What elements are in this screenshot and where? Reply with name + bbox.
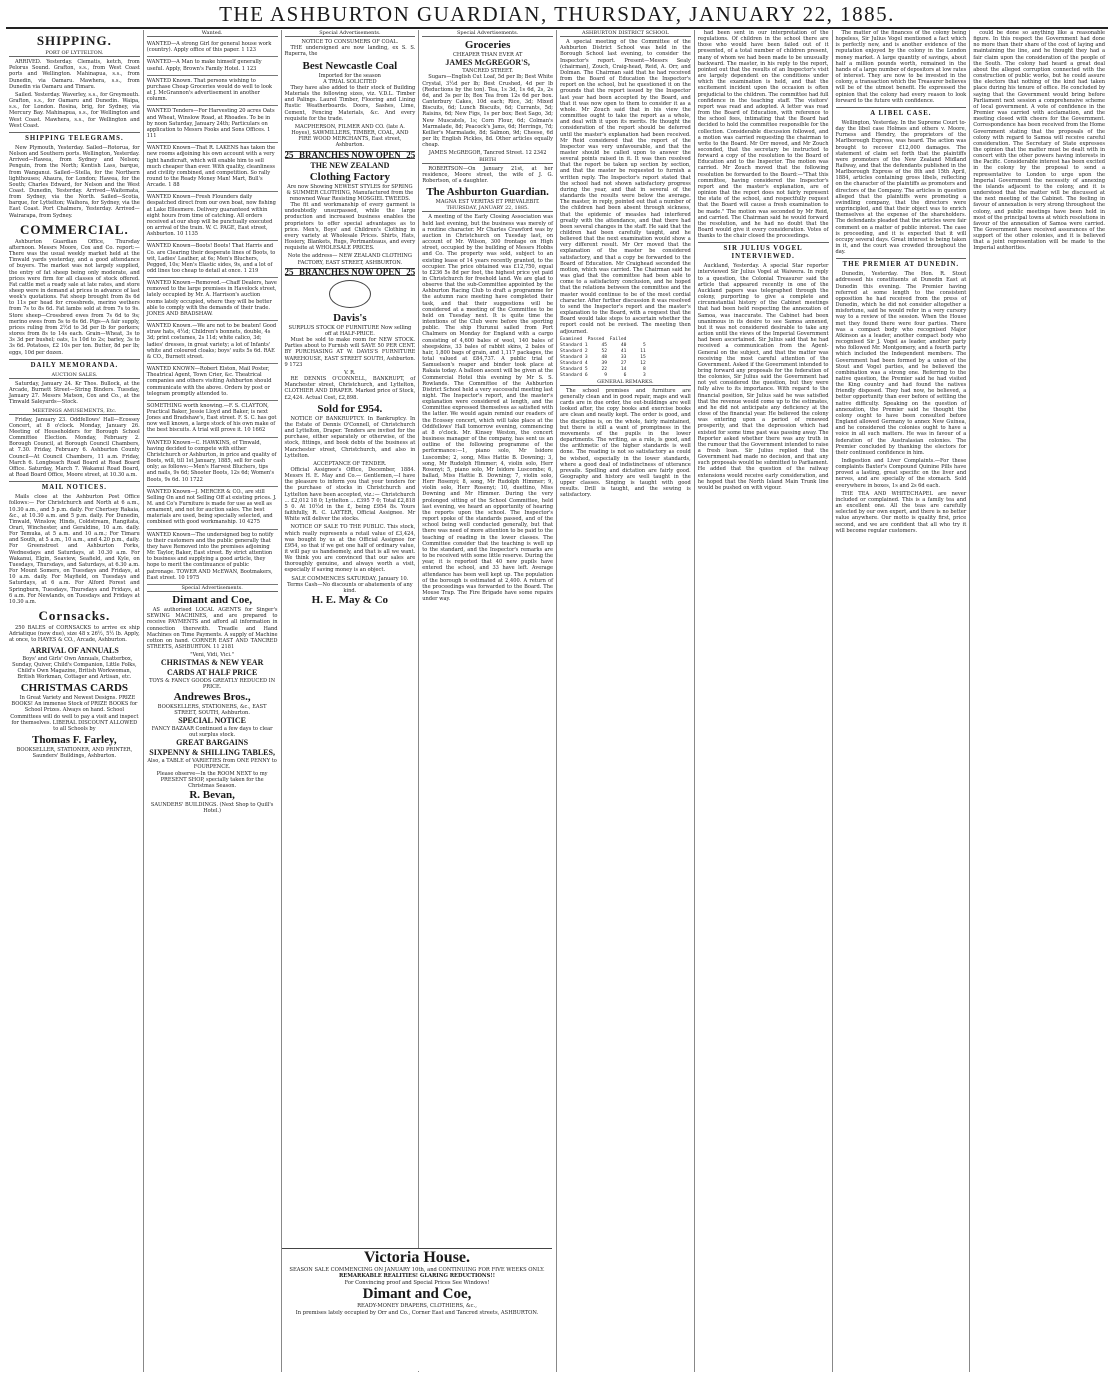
column-8 bbox=[970, 30, 1108, 1372]
season-sale: SEASON SALE COMMENCING ON JANUARY 10th, and CONTINUING FOR FIVE WEEKS ONLY. bbox=[289, 1267, 545, 1273]
arrival-heading: ARRIVAL OF ANNUALS bbox=[29, 645, 119, 655]
wanted-ad: WANTED Known—Removed.—Chaff Dealers, have removed to the large premises in Havelock street, lately occupied by Mr. A. Harrison's auction rooms lately occupied, where they will be better able to comply with the demands of their trade. JONES AND BRADSHAW. bbox=[147, 278, 278, 321]
wanted-ad: WANTED—A strong Girl for general house work (country). Apply office of this paper. 1 123 bbox=[147, 39, 278, 57]
vogel-text: Auckland, Yesterday. A special Star reporter interviewed Sir Julius Vogel at Waiwera. In reply to a question, the Colonial Treasurer said the article that appeared recently in one of the Auckland papers was telegraphed through the colony, purporting to give a complete and circumstantial history of the Cabinet meetings that had been held respecting the annexation of Samoa, was inaccurate. The Cabinet had been unanimous in its desire to see Samoa annexed, but it was not considered desirable to take any action until the views of the Imperial Government had been ascertained. Sir Julius said that he had received a communication from the Agent-General on the subject, and that the matter was receiving the most careful attention of the Government. Asked if the Government intended to bring forward any proposals for the federation of the colonies, Sir Julius said the Government had not yet considered the question, but they were fully alive to its importance. With regard to the financial position, Sir Julius said he was satisfied that the revenue would come up to the estimates, and he did not anticipate any deficiency at the close of the financial year. He believed the colony was entering upon a period of renewed prosperity, and that the depression which had existed for some time past was passing away. The Reporter asked whether there was any truth in the rumour that the Government intended to raise a fresh loan. Sir Julius replied that the Government had made no decision, and that any such proposals would be submitted to Parliament. He added that the question of the railway extensions would receive early consideration, and he hoped that the North Island Main Trunk line would be pushed on with vigour. bbox=[697, 263, 829, 491]
indigestion-text: Indigestion and Liver Complaints.—For these complaints Baxter's Compound Quinine Pills have proved a lasting, great specific on the liver and nerves, and are specially of the stomach. Sold everywhere in boxes, 1s and 2s 6d each. bbox=[835, 458, 967, 489]
cornsacks-text: 250 BALES of CORNSACKS to arrive ex ship Adriatique (now due), size 48 x 26½, 5½ lb. Apply, at once, to HAYES & CO., Arcade, Ashburton. bbox=[9, 625, 140, 644]
wanted-ad: WANTED—A Man to make himself generally useful. Apply, Brown's Family Hotel. 1 123 bbox=[147, 57, 278, 75]
column-5 bbox=[557, 30, 695, 1372]
dimant-coe-drapers-address: In premises lately occupied by Orr and Co., Corner East and Tancred streets, ASHBURTON. bbox=[295, 1309, 539, 1316]
commercial-heading: COMMERCIAL. bbox=[19, 221, 129, 237]
farley-name: Thomas F. Farley, bbox=[32, 734, 117, 747]
terms: Terms Cash—No discounts or abatements of any kind. bbox=[287, 581, 413, 594]
editorial-text: A meeting of the Early Closing Association was held last evening, but the business was merely of a routine character. Mr Charles Crawford was by auction in Christchurch on Tuesday last, on account of Mr. Wilson, 300 frontage on High street, occupied by the building of Messrs Hobbs and Co. The property was sold, subject to an existing lease of 14 years recently granted, to the occupier. The price obtained was £12,750, equal to £236 5s 8d per foot, the highest price yet paid in Christchurch for freehold land. We are glad to observe that the sub-Committee appointed by the Ashburton Racing Club to draft a programme for the autumn race meeting have completed their task, and that their suggestions will be considered at a meeting of the Committee to be held on Tuesday next. It is quite time the intentions of the Club were before the sporting public. The ship Hurunui sailed from Port Chalmers on Monday for England with a cargo consisting of 4,600 bales of wool, 140 bales of sheepskins, 33 bales of rabbit skins, 2 bales of hair, 1,800 bags of grain, and 1,117 packages, the total valued at £84,737. A public trial of Samuelson's reaper and binder took place at Rakaia today. A balloon ascent will be given at the Commercial Hotel this evening by Mr S. S. Rowlands. The Committee of the Ashburton District School held a very successful meeting last night. The Inspector's report, and the master's explanation were considered at length, and the Committee expressed themselves as satisfied with the latter. We would again remind our readers of the Ecossey concert, which will take place at the Oddfellows' Hall tomorrow evening, commencing at 8 o'clock. Mr. Kinsey Weston, the concert business manager of the company, has sent us an outline of the following programme of the performance:—1, piano solo, Mr Isidore Luscombe; 2, song, Miss Hattie B. Downing; 3, song, Mr Rudolph Himmer; 4, violin solo, Herr Rosenyi; 5, piano solo, Mr Isidore Luscombe; 6, ballad, Miss Hattie B. Downing; 7, violin solo, Herr Rosenyi; 8, song, Mr Rudolph Himmer; 9, violin solo, Herr Rosenyi; 10, duettino, Miss Downing and Mr Himmer. During the very prolonged sitting of the School Committee, held last evening, we heard an opportunity of hearing the reports upon the school. The Inspector's report spoke of the standards passed, and of the school being well conducted generally, but that there was need of more attention to be paid to the teaching of reading in the lower classes. The Committee consider that the teaching is well up to the standard, and the Inspector's remarks are to be received with some little reserve. During the year, it is reported that 40 new pupils have entered the school, and 33 have left. Average attendance has been well kept up. The population of the borough is estimated at 2,400. A return of the proceedings was forwarded to the Board. The Mouse Trap. The Fire Brigade have some repairs under way. bbox=[422, 214, 553, 603]
nz-title: THE NEW ZEALAND bbox=[310, 160, 390, 170]
sixpenny-tables: SIXPENNY & SHILLING TABLES, bbox=[149, 748, 275, 758]
wanted-ad: WANTED Known.—We are not to be beaten! Good straw hats, 4½d; Children's bonnets, double, 4s 3d; print costumes, 2s 11d; white calico, 3d; ladies' dresses, in great variety; a lot of Infants' white and coloured cloaks; boys' suits 5s 6d. RAE & CO., Burnett street. bbox=[147, 321, 278, 364]
column-8-text: could be done so anything like a reasonable figure. In this respect the Government had done no more than their share of the cost of laying and maintaining the line, and he thought they had a fair claim upon the consideration of the people of the South. The colony had heard a great deal about the alleged corruption connected with the construction of public works, but he could assure the electors that nothing of the kind had taken place during his tenure of office. He concluded by saying that the Government would bring before Parliament next session a comprehensive scheme of local government. A vote of confidence in the Premier was carried with acclamation, and the meeting closed with cheers for the Government. Correspondence has been received from the Home Government stating that the proposals of the colony with regard to Samoa will receive careful consideration. The Secretary of State expresses the opinion that the matter must be dealt with in concert with the other powers having interests in the Pacific. Considerable interest has been excited in the colony by the proposal to send a representative to London to urge upon the Imperial Government the necessity of annexing the islands adjacent to the colony, and it is understood that the matter will be discussed at the next meeting of the Cabinet. The feeling in favour of annexation is very strong throughout the colony, and public meetings have been held in most of the principal towns at which resolutions in favour of the annexation of Samoa were carried. The Government have received assurances of the support of the other colonies, and it is believed that a joint representation will be made to the Imperial authorities. bbox=[973, 30, 1105, 252]
column-7 bbox=[833, 30, 971, 1372]
arrived-text: ARRIVED. Yesterday. Clematis, ketch, from Pelorus Sound. Grafton, s.s., from West Coast ports and Wellington. Mahinapua, s.s., from Dunedin, via Oamaru. Mawhera, s.s., from Dunedin via Oamaru and Timaru. bbox=[9, 59, 140, 90]
auction-text: Saturday, January 24. Kr Thos. Bullock, at the Arcade, Burnett Street—String Binders. Tuesday, January 27. Messrs Matson, Cox and Co., at the Tinwald Saleyards—Stock. bbox=[9, 380, 140, 406]
branches-label: BRANCHES NOW OPEN bbox=[298, 266, 401, 277]
oconnell-text: RE DENNIS O'CONNELL, BANKRUPT, of Manchester street, Christchurch, and Lyttelton, CLOTHIER AND DRAPER. Marked price of Stock, £2,424. Actual Cost, £2,898. bbox=[284, 376, 416, 401]
nz-address: Note the address— NEW ZEALAND CLOTHING FACTORY, EAST STREET, ASHBURTON. bbox=[287, 253, 412, 266]
dimant-coe-text: AS authorised LOCAL AGENTS for Singer's SEWING MACHINES, and are prepared to receive PAYMENTS and afford all information in connection therewith. Treadle and Hand Machines on Time Payments. A supply of Machine cotton on hand. CORNER EAST AND TANCRED STREETS, ASHBURTON. 11 2181 bbox=[146, 607, 278, 650]
dateline: THURSDAY, JANUARY 22, 1885. bbox=[422, 205, 553, 212]
port-subheading: PORT OF LYTTELTON. bbox=[9, 50, 140, 57]
memoranda-heading: DAILY MEMORANDA. bbox=[9, 359, 140, 370]
remarks-heading: GENERAL REMARKS. bbox=[560, 379, 691, 386]
wanted-ad: WANTED Known. That persons wishing to purchase Cheap Groceries would do well to look at J. McGrannon's advertisement in another column. bbox=[147, 76, 278, 107]
nz-text: The fit and workmanship of every garment is undoubtedly unsurpassed, while the large production and increased business enables the proprietors to offer special advantages as to price. Men's, Boys' and Children's Clothing in every variety at Wholesale Prices. Shirts, Hats, Hosiery, Blankets, Rugs, Portmanteaus, and every requisite at WHOLESALE PRICES. bbox=[284, 202, 416, 252]
table-row: Standard 3 48 33 15 bbox=[560, 354, 646, 360]
remarks-text: The school premises and furniture are generally clean and in good repair, maps and wall cards are in due order, the out-buildings are well looked after, the copy books and exercise books are clean and neatly kept. The order is good, and the discipline is, on the whole, fairly maintained, but there is still a want of promptness in the movements of the pupils in the lower departments. The writing, as a rule, is good, and the arithmetic of the higher standards is well done. The reading is not so satisfactory as could be wished, especially in the lower standards, where a good deal of indistinctness of utterance prevails. Spelling and dictation are fairly good. Geography and history are well taught in the upper classes. Singing is taught with good results. Drill is taught, and the sewing is satisfactory. bbox=[560, 387, 691, 499]
andrewes-bros-sub: BOOKSELLERS, STATIONERS, &c., EAST STREET, SOUTH, Ashburton. bbox=[157, 703, 267, 716]
branches-count-left: 25 bbox=[284, 266, 294, 277]
coal-import: Imported for the season bbox=[318, 72, 381, 79]
vogel-heading: SIR JULIUS VOGEL INTERVIEWED. bbox=[698, 242, 829, 261]
column-3 bbox=[282, 30, 420, 1372]
veni-vidi-vici: "Veni, Vidi, Vici." bbox=[190, 652, 234, 659]
table-row: Standard 6 9 6 3 bbox=[560, 372, 646, 378]
branches-banner bbox=[285, 151, 416, 159]
davis-title: Davis's bbox=[333, 311, 367, 324]
wanted-ad: SOMETHING worth knowing.—F. S. CLAYTON, Practical Baker, Jessie Lloyd and Baker, is next Jones and Bradshaw's, East street. F. S. C. has got now well known, a large stock of his own make of the best biscuits. A trial will prove it. 10 1662 bbox=[147, 401, 278, 438]
christmas-cards-text: In Great Variety and Newest Designs. PRIZE BOOKS! An immense Stock of PRIZE BOOKS for School Prizes. Always on hand. School Committees will do well to pay a visit and inspect for themselves. LIBERAL DISCOUNT ALLOWED to all Schools by bbox=[10, 695, 139, 732]
meetings-text: Friday, January 23. Oddfellows' Hall—Ecossey Concert, at 8 o'clock. Monday, January 26. Meeting of Householders for Borough School Committee Election. Monday, February 2. Borough Council, at Borough Council Chambers, at 7.30. Friday, February 6. Ashburton County Council—At Council Chambers, 11 a.m. Friday, March 6. Longbeach Road Board at Road Board Office. Saturday, March 7. Wakanui Road Board, at Road Board Office, Moore street, at 10.30 a.m. bbox=[9, 416, 140, 479]
special-notice: SPECIAL NOTICE bbox=[178, 715, 247, 725]
sale-text: NOTICE OF SALE TO THE PUBLIC. This stock, which really represents a retail value of £3,424, was bought by us at the Official Assignee for £954, so that if we get one half of ordinary value, it will pay us handsomely, and that is all we want. We think you are convinced that our sales are thoroughly genuine, and always worth a visit, especially if saving money is an object. bbox=[284, 524, 416, 574]
nz-sub: Are now Showing NEWEST STYLES for SPRING & SUMMER CLOTHING, Manufactured from the renowned Wear Resisting MOSGIEL TWEEDS. bbox=[286, 183, 414, 202]
special-ads-heading: Special Advertisements. bbox=[422, 30, 553, 37]
wanted-ad: WANTED KNOWN—Robert Elston, Mail Poster, Theatrical Agent, Town Crier, &c. Theatrical companies and others visiting Ashburton should communicate with the above. Orders by post or telegram promptly attended to. bbox=[147, 364, 278, 401]
davis-sub: SURPLUS STOCK OF FURNITURE Now selling off at HALF-PRICE. bbox=[288, 324, 412, 337]
telegrams-heading: SHIPPING TELEGRAMS. bbox=[9, 132, 140, 143]
sailed-text: Sailed. Yesterday. Waverley, s.s., for Greymouth. Grafton, s.s., for Oamaru and Dunedin. Waipa, s.s., for London. Rosina, brig, for Sydney, via Mercury Bay. Mahinapua, s.s., for Wellington and West Coast. Mawhera, s.s., for Wellington and West Coast. bbox=[9, 91, 140, 129]
grocery-list: Sugars—English Cut Loaf, 5d per lb; Best White Crystal, 3½d per lb; Best Crushed, 4d per lb (Reductions by the ton). Tea, 1s 3d, 1s 6d, 2s, 2s 6d, and 3s per lb; Box Tea from 12s 6d per box. Canterbury Cakes, 10d each; Rice, 3d; Mixed Biscuits, 6d; Lunch Biscuits, 6d; Currants, 5d; Raisins, 6d; New Figs, 1s per box; Best Sago, 3d; New Muscatels, 1s; Corn Flour, 6d; Colman's Marmalade, 8d; Peacock's Jams, 6d; Herrings, 7d; Keiller's Marmalade, 8d; Salmon, 9d; Cheese, 6d per lb; English Pickles, 8d. Other articles equally cheap. bbox=[422, 74, 553, 149]
best-newcastle-coal: Best Newcastle Coal bbox=[302, 59, 398, 72]
tea-text: THE TEA AND WHITECHAPEL are never included or complained. This is a family tea and an excellent one. All the teas are carefully selected by our own expert, and there is no better value anywhere. Our motto is quality first, price second, and we are confident that all who try it will become regular customers. bbox=[835, 490, 967, 534]
table-row: Standard 5 22 14 8 bbox=[560, 366, 646, 372]
column-1 bbox=[6, 30, 144, 1372]
christmas-new-year-cards: CHRISTMAS & NEW YEAR CARDS AT HALF PRICE bbox=[160, 658, 264, 678]
cheaper-than-ever: CHEAPER THAN EVER AT bbox=[452, 52, 523, 59]
christmas-cards-heading: CHRISTMAS CARDS bbox=[20, 682, 129, 695]
special-ads-heading: Special Advertisements. bbox=[285, 30, 416, 37]
branches-count-right: 25 bbox=[406, 149, 416, 160]
libel-text: Wellington, Yesterday. In the Supreme Court to-day the libel case Holmes and others v. Moore, Furness and Hendry, the proprietors of the Marlborough Express, was heard. The action was brought to recover £12,000 damages. The statement of claim set forth that the plaintiffs were promoters of the New Zealand Midland Railway, and that the defendants published in the Marlborough Express of the 8th and 15th April, 1884, articles containing gross libels, reflecting on the character of the plaintiffs as promoters and directors of the Company. The articles in question alleged that the plaintiffs were promoting a swindling company, that the directors were unprincipled, and that their object was to enrich themselves at the expense of the shareholders. The defendants pleaded that the articles were fair comment on a matter of public interest. The case is proceeding, and it is expected that it will occupy several days. Great interest is being taken in it, and the court was crowded throughout the day. bbox=[835, 119, 967, 256]
furniture-illustration bbox=[329, 280, 371, 308]
table-row: Standard 4 39 27 12 bbox=[560, 360, 646, 366]
shipping-heading: SHIPPING. bbox=[36, 33, 112, 48]
victoria-house-title: Victoria House. bbox=[363, 1249, 471, 1266]
sale-commences: SALE COMMENCES SATURDAY, January 10. bbox=[291, 575, 409, 582]
telegrams-text: New Plymouth, Yesterday. Sailed—Rotorua, for Nelson and Southern ports. Wellington, Yesterday. Arrived—Hawea, from Sydney and Nelson; Penguin, from the North; Kentish Lass, barque, from Wanganui. Sailed—Stella, for the Northern lighthouses; Ahaura, for London; Hawea, for the South; Charles Edward, for Nelson and the West Coast. Dunedin, Yesterday. Arrived—Waitemata, from Sydney, via the North. Sailed—Scotia, barque, for Lyttelton; Waihora, for Sydney, via the East Coast. Port Chalmers, Yesterday. Arrived—Wairarapa, from Sydney. bbox=[9, 144, 140, 219]
convincing-proof: For Convincing proof and Special Prices See Windows! bbox=[344, 1279, 490, 1286]
finance-text: The matter of the finances of the colony being hopeless, Sir Julius Vogel mentioned a fact which is perfectly new, and is another evidence of the reputation enjoyed by the colony in the London money market. A large quantity of savings, about half a million pounds worth, remained in the hands of a large number of depositors at low rates of interest. They are now to be invested in the colony, a transaction which the Treasurer believes will be of the utmost benefit. He expressed the opinion that the colony had every reason to look forward to the future with confidence. bbox=[835, 30, 967, 104]
wanted-ad: WANTED Known—The undersigned beg to notify to their customers and the public generally that they have Removed into the premises adjoining Mr. Taylor, Baker, East street. By strict attention to business and supplying a good article, they hope to merit the continuance of public patronage. TOWER AND McEWAN, Bootmakers, East street. 10 1975 bbox=[147, 530, 278, 585]
newspaper-page bbox=[6, 30, 1108, 1372]
branches-label: BRANCHES NOW OPEN bbox=[298, 149, 401, 160]
branches-count-right: 25 bbox=[406, 266, 416, 277]
clothing-factory: Clothing Factory bbox=[309, 170, 391, 183]
column-4 bbox=[419, 30, 557, 1372]
mcgregor-sign: JAMES McGREGOR, Tancred Street. 12 2342 bbox=[428, 150, 547, 157]
groceries-title: Groceries bbox=[464, 39, 511, 52]
fancy-bazaar: FANCY BAZAAR Continued a few days to clear out surplus stock. bbox=[151, 725, 273, 739]
wanted-ad: WANTED Known—Fresh Flounders daily despatched direct from our own boat, now fishing at Lake Ellesmere. Delivery guaranteed within eight hours from time of catching. All orders received at our shop will be punctually executed on arrival of the train. W. C. PAGE, East street, Ashburton. 10 1135 bbox=[147, 192, 278, 241]
wanted-ad: WANTED Known—That R. LAKENS has taken the new rooms adjoining his own account with a very light handicraft, which will enable him to sell much cheaper than ever. With quality, cleanliness and civility combined, and competition. So rally round to the Ready Money Man! Mart, Bull's Arcade. 1 88 bbox=[147, 143, 278, 192]
wanted-heading: Wanted. bbox=[147, 30, 278, 37]
table-row: Standard 2 52 41 11 bbox=[560, 348, 646, 354]
branches-count-left: 25 bbox=[284, 149, 294, 160]
table-row: Standard 1 45 40 5 bbox=[560, 342, 646, 348]
vr-mark: V. R. bbox=[344, 369, 356, 376]
dimant-coe-name: Dimant and Coe, bbox=[172, 594, 252, 607]
trial-solicited: A TRIAL SOLICITED bbox=[323, 78, 377, 85]
coal-notice: NOTICE TO CONSUMERS OF COAL. bbox=[301, 39, 399, 46]
farley-sub: BOOKSELLER, STATIONER, AND PRINTER, Saunders' Buildings, Ashburton. bbox=[16, 747, 133, 760]
please-observe: Please observe—In the ROOM NEXT to my PRESENT SHOP, specially taken for the Christmas Season. bbox=[156, 770, 268, 789]
wanted-ad: WANTED Tenders—For Harvesting 20 acres Oats and Wheat, Winslow Road, at Rhoades. To be in by noon Saturday, January 24th; Particulars on application to Messrs Fooks and Sons Offices. 1 111 bbox=[147, 106, 278, 143]
premier-text: Dunedin, Yesterday. The Hon. R. Stout addressed his constituents at Dunedin East at Dunedin this evening. The Premier having referred at some length to the consistent opposition he had received from the press of Dunedin, which he did not consider altogether a misfortune, said he would refer in a very cursory way to a review of the session. When the House met they found there were four parties. There was a compact body who recognised Major Atkinson as a leader, another compact body who recognised Sir J. Vogel as leader, another party who followed Mr. Montgomery, and a fourth party which included the Independent members. The Government had been formed by a union of the Stout and Vogel parties, and he believed the combination was a strong one. Referring to the native question, the Premier said he had visited the King country and had found the natives friendly disposed. They had now, he believed, a better opportunity than ever before of settling the native difficulty. Speaking on the question of annexation, the Premier said he thought the colony ought to have been consulted before England allowed Germany to annex New Guinea, and he considered the colonies ought to have a voice in all such matters. He was in favour of a federation of the Australasian colonies. The Premier concluded by thanking the electors for their continued confidence in him. bbox=[835, 271, 967, 456]
great-bargains: GREAT BARGAINS bbox=[176, 738, 249, 748]
cornsacks-heading: Cornsacks. bbox=[38, 608, 111, 624]
coal-text: THE undersigned are now landing, ex S. S. Ruperra, the bbox=[284, 45, 416, 58]
special-ads-heading: Special Advertisements. bbox=[147, 585, 278, 592]
district-school-text: A special meeting of the Committee of the Ashburton District School was held in the Borough School last evening, to consider the Inspector's report. Present—Messrs Sealy (chairman), Zouch, Craig-head, Reid, A. Orr, and Dolman. The Chairman said that he had received from the Board of Education the Inspector's report on the school, but he questioned it on the grounds that the report issued by the Inspector last year had been accepted by the Board, and that it was now open to them to consider it as a whole. Mr Zouch said that in his view the committee ought to take the report as a whole, and deal with it upon its merits. He thought the consideration of the report should be deferred until the master's explanation had been received. Mr Reid considered that the report of the Inspector was very unfavourable, and that the master should be called upon to answer the several points raised in it. It was then resolved that the report be taken up section by section, and that the master be requested to furnish a written reply. The Inspector's report stated that the school had not shown satisfactory progress during the year, and that in several of the standards the results were below the average. The master, in reply, pointed out that a number of the children had been absent through sickness, that the epidemic of measles had interfered greatly with the attendance, and that there had been several changes in the staff. He said that the children had been carefully taught, and he believed that the next examination would show a very different result. Mr Orr moved that the explanation of the master be considered satisfactory, and that a copy be forwarded to the Board of Education. Mr Craighead seconded the motion, which was carried. The Chairman said he was glad that the committee had been able to come to a satisfactory conclusion, and he hoped that the relations between the committee and the master would continue to be of the most cordial character. After further discussion it was resolved to send the Inspector's report and the master's explanation to the Board, with a request that the Board would take steps to ascertain whether the report could not be revised. The meeting then adjourned. bbox=[560, 39, 691, 335]
victoria-house-ad bbox=[282, 1248, 552, 1371]
bankruptcy-text: NOTICE OF BANKRUPTCY. In Bankruptcy. In the Estate of Dennis O'Connell, of Christchurch and Lyttelton, Draper. Tenders are invited for the purchase, either separately or otherwise, of the stock, fittings, and book debts of the business at Manchester street, Christchurch, and also in Lyttelton. bbox=[284, 415, 416, 459]
commercial-text: Ashburton Guardian Office, Thursday afternoon. Messrs Moore, Cox and Co. report:— There was the usual weekly market held at the Tinwald yards yesterday, and a good attendance of buyers. The market was not largely supplied, the entry of fat sheep being only moderate, and prices were firm for all classes of stock offered. Fat cattle met a ready sale at late rates, and store sheep were in demand at prices in advance of last week's quotations. Fat sheep brought from 8s 6d to 11s per head for crossbreds, merino wethers from 7s to 8s 6d. Fat lambs sold at from 7s to 9s. Store sheep—Crossbred ewes from 7s 6d to 9s; merino ewes from 5s to 6s 6d. Pigs—A fair supply, prices ruling from 2½d to 3d per lb for porkers; stores from 8s to 14s each. Grain—Wheat, 3s to 3s 3d per bushel; oats, 1s 10d to 2s; barley, 3s to 3s 6d. Potatoes, £2 10s per ton. Butter, 8d per lb; eggs, 10d per dozen. bbox=[9, 238, 140, 356]
mail-heading: MAIL NOTICES. bbox=[9, 481, 140, 492]
macpherson-text: MACPHERSON, FILMER AND CO. (late A. Hoyes), SAWMILLERS, TIMBER, COAL, AND FIRE WOOD MERCHANTS, East street, Ashburton. bbox=[291, 123, 409, 149]
wanted-ad: WANTED Known—C. HAWKINS, of Tinwald, having decided to compete with either Christchurch or Ashburton, in price and quality of Boots, will, till 1st January, 1885, sell for cash only; as follows:—Men's Harvest Bluchers, tips and nails, 9s 6d; Shooter Boots, 12s 6d; Women's Boots, 9s 6d. 10 1722 bbox=[147, 438, 278, 487]
bevan-name: R. Bevan, bbox=[189, 789, 235, 801]
he-may-name: H. E. May & Co bbox=[311, 594, 389, 607]
bevan-sub: SAUNDERS' BUILDINGS. (Next Shop to Quill's Hotel.) bbox=[150, 802, 274, 815]
davis-text: Must be sold to make room for NEW STOCK. Parties about to Furnish will SAVE 50 PER CENT. BY PURCHASING AT W. DAVIS'S FURNITURE WAREHOUSE, EAST STREET SOUTH, Ashburton. 9 1723 bbox=[284, 337, 416, 368]
paper-title: The Ashburton Guardian. bbox=[426, 186, 549, 199]
branches-banner bbox=[285, 268, 416, 276]
dimant-coe-drapers: Dimant and Coe, bbox=[362, 1286, 472, 1303]
reductions: REMARKABLE REALITIES! GLARING REDUCTIONS!! bbox=[339, 1273, 495, 1280]
birth-heading: BIRTH bbox=[422, 157, 553, 164]
wanted-ad: WANTED Known—Boots! Boots! That Harris and Co. are Clearing their desperate lines of Boots, to wit, Ladies' Leather, at 6s; Men's Bluchers, Pegged, 10s; Men's Elastic sides, 9s, and a lot of odd lines too cheap to detail at once. 1 219 bbox=[147, 241, 278, 278]
tancred-street: TANCRED STREET. bbox=[462, 68, 514, 75]
masthead: THE ASHBURTON GUARDIAN, THURSDAY, JANUARY 22, 1885. bbox=[6, 3, 1108, 29]
school-continued-text: had been sent in our interpretation of the regulations. Of children in the school there are those who would have been failed out of it presented, of a total number of children present, many of whom we had been made to be unusually backward. The master, in his reply to the report, pointed out that the results of an Inspector's visit are largely dependent on the conditions under which the examination is held, and that the excitement incident upon the occasion is often prejudicial to the children. The committee had full confidence in the teaching staff. The visitors' report was read and adopted. A letter was read from the Board of Education, with reference to the school fees, intimating that the Board had decided to hold the committee responsible for the collection. Considerable discussion followed, and a motion was carried requesting the chairman to write to the Board. Mr Orr moved, and Mr Zouch seconded, that the secretary be instructed to forward a copy of the resolution to the Board of Education and to the Inspector. The motion was carried. Mr Zouch moved that the following resolution be forwarded to the Board:—"That this committee, having considered the Inspector's report and the master's explanation, are of opinion that the report does not fairly represent the state of the school, and respectfully request that the Board will cause a fresh examination to be made." The motion was seconded by Mr Reid, and carried. The Chairman said he would forward the resolution, and he had no doubt that the Board would give it every consideration. Votes of thanks to the chair closed the proceedings. bbox=[697, 30, 829, 240]
acceptance-heading: ACCEPTANCE OF TENDER. bbox=[313, 460, 387, 467]
mail-text: Mails close at the Ashburton Post Office follows:— For Christchurch and North at 6 a.m., 10.30 a.m., and 5 p.m. daily. For Chertsey Rakaia, &c., at 10.30 a.m. and 5 p.m. daily. For Dunedin, Tinwald, Winslow, Hinds, Coldstream, Rangitata, Orari, Winchester, and Geraldine, 10 a.m. daily. For Temuka, at 5 a.m. and 10 a.m.; For Timaru and South, at 5 a.m., 10 a.m., and 4.20 p.m., daily. For Greenstreet and Ashburton Forks, Wednesdays and Saturdays, at 10.30 a.m. For Wakanui, Elgin, Seaview, Seafield, and Kyle, on Tuesdays, Thursdays, and Saturdays, at 6.30 a.m. For Mount Somers, on Tuesdays and Fridays, at 10 a.m. daily. For Mayfield, on Tuesdays and Saturdays, at 6 a.m. For Alford Forest and Springburn, Tuesdays, Thursdays and Fridays, at 6 a.m. For Newlands, on Tuesdays and Fridays at 10.30 a.m. bbox=[9, 494, 140, 605]
sold-for: Sold for £954. bbox=[317, 402, 383, 415]
motto: MAGNA EST VERITAS ET PREVALEBIT. bbox=[435, 199, 540, 206]
toys-fancy-goods: TOYS & FANCY GOODS GREATLY REDUCED IN PRICE. bbox=[149, 678, 276, 691]
results-table-head: Examined Passed Failed bbox=[560, 336, 627, 342]
column-6 bbox=[695, 30, 833, 1372]
andrewes-bros-name: Andrewes Bros., bbox=[173, 690, 251, 703]
arrival-text: Boys' and Girls' Own Annuals, Chatterbox, Sunday, Quiver, Child's Companion, Little Folks, Child's Own Magazine, British Workwoman, British Workman, Cottager and Artisan, etc. bbox=[12, 655, 137, 680]
coal-more-text: They have also added to their stock of Building Materials the following sizes, viz. V.D.L. Timber and Palings. Laurel Timber, Flooring and Lining Rustic Weatherboards. Doors, Sashes, Lime, Cement, Fencing Materials, &c. And every requisite for the trade. bbox=[284, 84, 416, 122]
auction-heading: AUCTION SALES. bbox=[9, 372, 140, 379]
varieties-table: Also, a TABLE of VARIETIES from ONE PENNY to FOURPENCE. bbox=[147, 758, 277, 771]
wanted-ad: WANTED Known—J. MERCER & CO., are still Selling On and not Selling Off at existing prices. J. M. and Co's Furniture is made for use as well as ornament, and not for auction sales. The best materials are used, being specially selected, and combined with good workmanship. 10 4275 bbox=[147, 487, 278, 530]
tender-text: Official Assignee's Office, December, 1884. Messrs H. E. May and Co.— Gentlemen,—I have the pleasure to inform you that your tenders for the purchase of stocks in Christchurch and Lyttelton have been accepted, viz.:— Christchurch ... £2,012 18 0; Lyttelton ... £395 7 0; Total £2,818 5 0. At 10½d in the £, being £954 8s. Yours faithfully, R. C. LAYTER, Official Assignee. Mr White will deliver the stocks. bbox=[284, 466, 416, 523]
libel-heading: A LIBEL CASE. bbox=[836, 107, 967, 118]
birth-text: ROBERTSON—On January 21st, at her residence, Moore street, the wife of J. G. Robertson, of a daughter. bbox=[422, 165, 553, 184]
meetings-heading: MEETINGS AMUSEMENTS, Etc. bbox=[9, 408, 140, 415]
column-2 bbox=[144, 30, 282, 1372]
district-school-heading: ASHBURTON DISTRICT SCHOOL bbox=[560, 30, 691, 37]
premier-heading: THE PREMIER AT DUNEDIN. bbox=[836, 258, 967, 269]
mcgregor-name: JAMES McGREGOR'S, bbox=[445, 58, 530, 68]
dimant-coe-drapers-sub: READY-MONEY DRAPERS, CLOTHIERS, &c., bbox=[357, 1303, 477, 1310]
